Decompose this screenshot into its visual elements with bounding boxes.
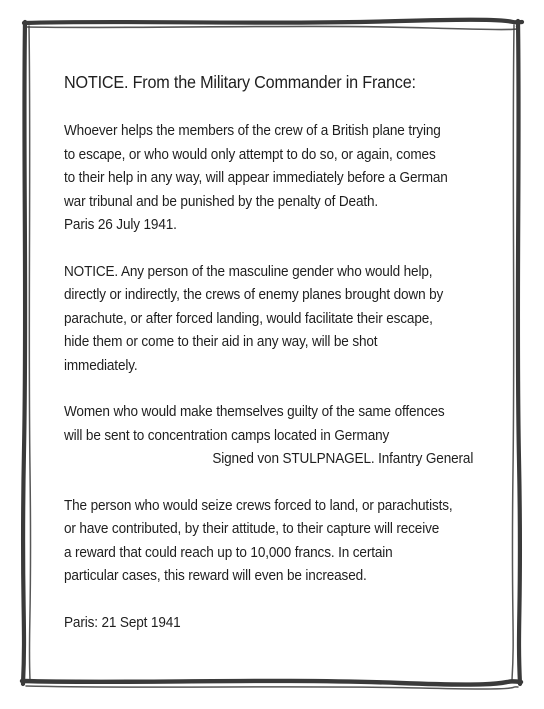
text-line: a reward that could reach up to 10,000 francs. In certain	[64, 544, 393, 561]
text-line: parachute, or after forced landing, would facilitate their escape,	[64, 310, 433, 327]
text-line: hide them or come to their aid in any way, will be shot	[64, 334, 378, 350]
text-line: Whoever helps the members of the crew of a British plane trying	[64, 123, 441, 139]
paragraph-reward	[64, 495, 473, 589]
signature-line: Signed von STULPNAGEL. Infantry General	[212, 451, 474, 467]
text-line: NOTICE. Any person of the masculine gender who would help,	[64, 263, 433, 280]
footer-date: Paris: 21 Sept 1941	[64, 614, 181, 631]
text-line: to their help in any way, will appear immediately before a German	[64, 170, 448, 186]
text-line: immediately.	[64, 357, 138, 374]
paragraph-masculine-gender	[64, 261, 473, 379]
text-line: The person who would seize crews forced to land, or parachutists,	[64, 497, 453, 514]
notice-title: NOTICE. From the Military Commander in France:	[64, 72, 416, 92]
date-line: Paris 26 July 1941.	[64, 217, 177, 233]
paragraph-women	[64, 401, 473, 472]
text-line: to escape, or who would only attempt to do so, or again, comes	[64, 146, 436, 163]
text-line: Women who would make themselves guilty of the same offences	[64, 404, 445, 420]
paragraph-british-crew	[64, 120, 473, 238]
text-line: war tribunal and be punished by the penalty of Death.	[64, 193, 379, 210]
notice-document	[64, 70, 473, 635]
text-line: directly or indirectly, the crews of enemy planes brought down by	[64, 287, 444, 303]
text-line: will be sent to concentration camps located in Germany	[64, 427, 390, 444]
text-line: particular cases, this reward will even be increased.	[64, 568, 367, 584]
text-line: or have contributed, by their attitude, to their capture will receive	[64, 521, 440, 537]
